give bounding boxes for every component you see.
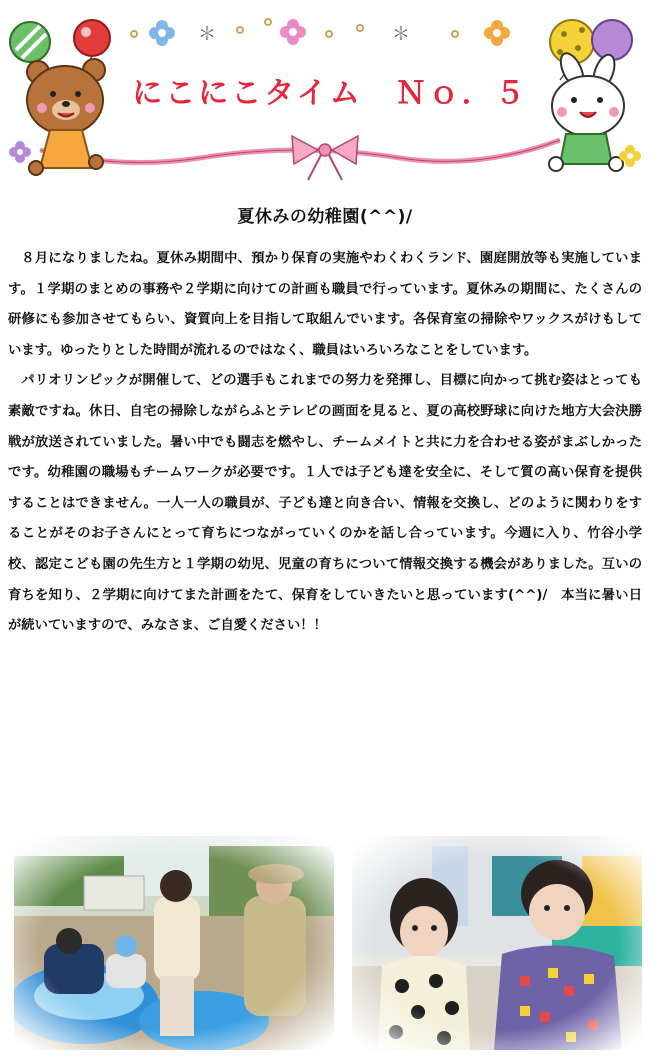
paragraph: ８月になりましたね。夏休み期間中、預かり保育の実施やわくわくランド、園庭開放等も実施しています。１学期のまとめの事務や２学期に向けての計画も職員で行っています。夏休みの期間に、たくさんの研修にも参加させてもらい、資質向上を目指して取組んでいます。各保育室の掃除やワックスがけもしています。ゆったりとした時間が流れるのではなく、職員はいろいろなことをしています。 xyxy=(8,251,642,358)
paragraph: パリオリンピックが開催して、どの選手もこれまでの努力を発揮し、目標に向かって挑む姿はとっても素敵ですね。休日、自宅の掃除しながらふとテレビの画面を見ると、夏の高校野球に向けた地方大会決勝戦が放送されていました。暑い中でも闘志を燃やし、チームメイトと共に力を合わせる姿がまぶしかったです。幼稚園の職場もチームワークが必要です。１人では子ども達を安全に、そして質の高い保育を提供することはできません。一人一人の職員が、子ども達と向き合い、情報を交換し、どのように関わりをすることがそのお子さんにとって育ちにつながっていくのかを話し合っています。今週に入り、竹谷小学校、認定こども園の先生方と１学期の幼児、児童の育ちについて情報交換する機会がありました。互いの育ちを知り、２学期に向けてまた計画をたて、保育をしていきたいと思っています(^^)/ 本当に暑い日が続いていますので、みなさま、ご自愛ください！！ xyxy=(8,373,642,634)
bunny-character xyxy=(549,50,624,171)
svg-text:＊: ＊ xyxy=(198,24,216,45)
flower-icon xyxy=(484,20,510,46)
flower-icon xyxy=(9,141,31,163)
header-banner xyxy=(0,0,650,190)
newsletter-title: にこにこタイム Ｎｏ．５ xyxy=(132,76,528,111)
article-body xyxy=(8,244,642,642)
bow-icon xyxy=(292,136,358,180)
svg-text:＊: ＊ xyxy=(392,24,410,45)
water-play-image xyxy=(14,836,334,1050)
photo-water-play xyxy=(14,836,334,1050)
children-indoor-image xyxy=(352,836,642,1050)
photo-children-indoor xyxy=(352,836,642,1050)
bear-character xyxy=(27,59,105,175)
article-heading: 夏休みの幼稚園(^^)/ xyxy=(237,207,413,227)
flower-icon xyxy=(149,20,175,46)
flower-icon xyxy=(280,19,306,45)
